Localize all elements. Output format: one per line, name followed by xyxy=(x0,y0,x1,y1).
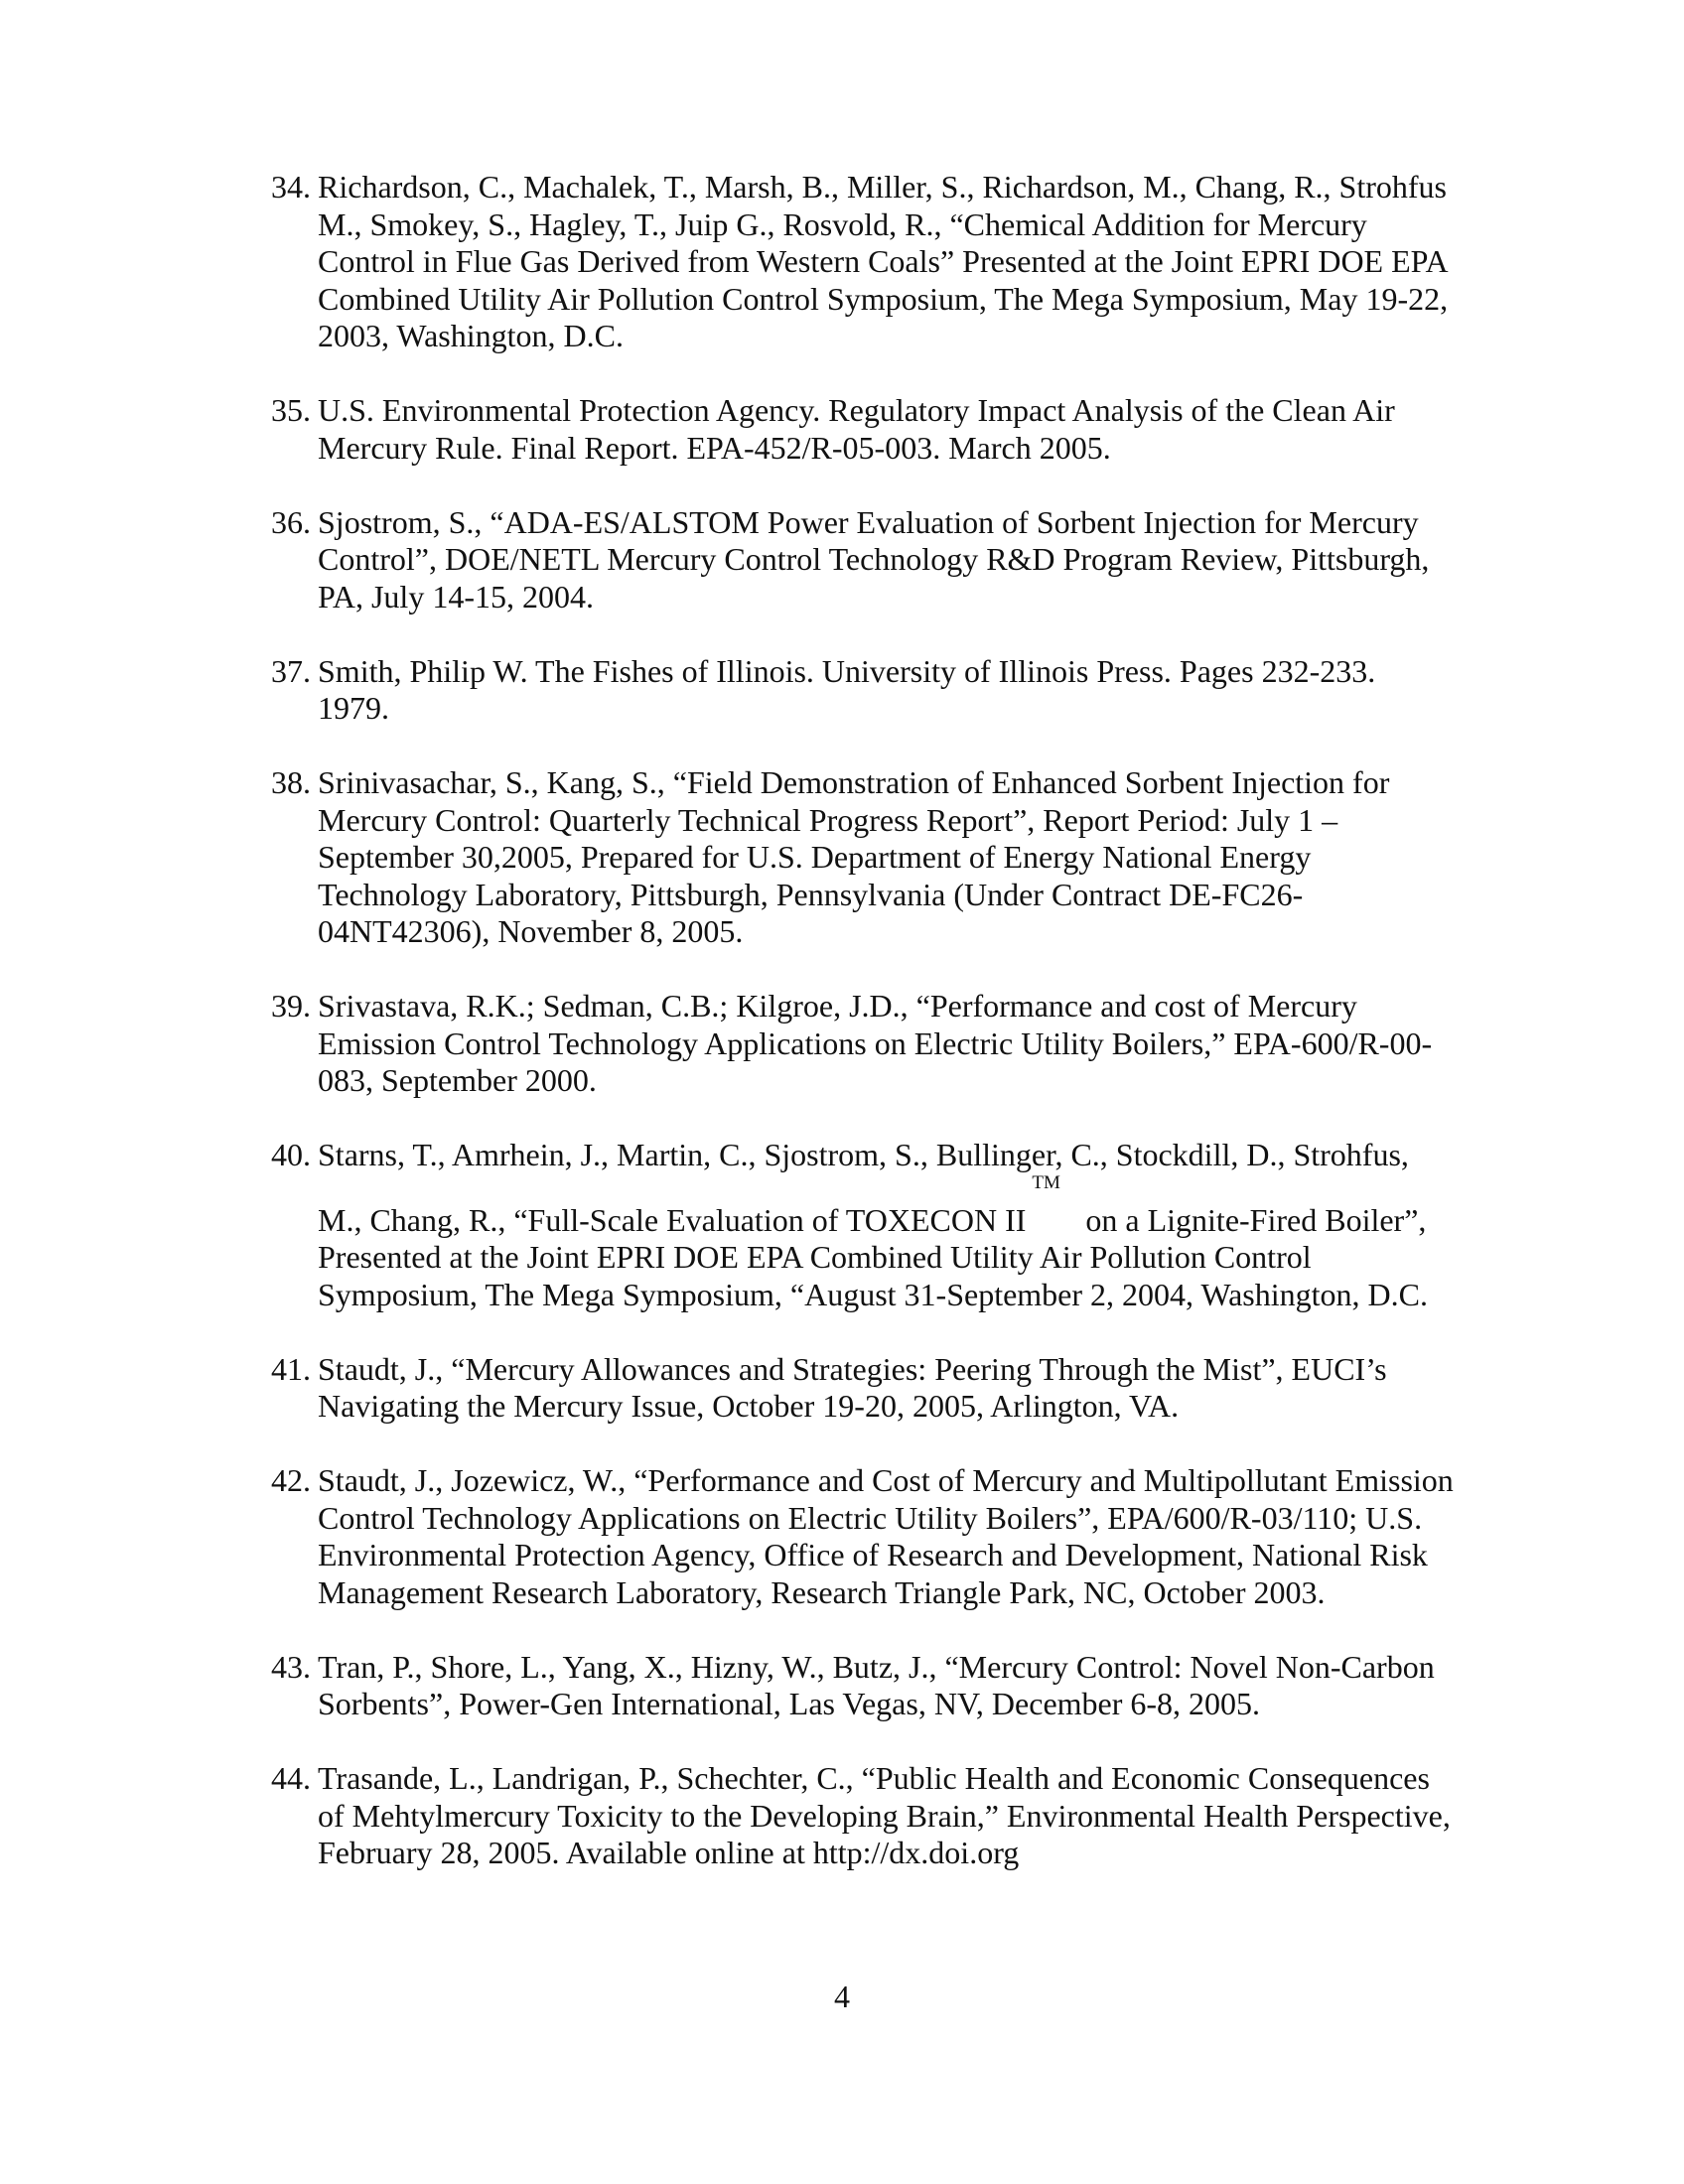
trademark-symbol-container xyxy=(1026,1171,1085,1231)
page-number: 4 xyxy=(834,1979,850,2014)
reference-text: Staudt, J., Jozewicz, W., “Performance and Cost of Mercury and Multipollutant Emission Control Technology Applications on Electric Utility Boilers”, EPA/600/R-03/110; U.S. Environmental Protection Agency, Office of Research and Development, National Risk Management Research Laboratory, Research Triangle Park, NC, October 2003. xyxy=(318,1462,1454,1610)
reference-line: M., Chang, R., “Full-Scale Evaluation of TOXECON II xyxy=(318,1201,1027,1238)
reference-number: 35. xyxy=(271,392,311,428)
reference-text: Sjostrom, S., “ADA-ES/ALSTOM Power Evaluation of Sorbent Injection for Mercury Control”, DOE/NETL Mercury Control Technology R&D Program Review, Pittsburgh, PA, July 14-15, 2004. xyxy=(318,503,1430,614)
reference-text: Srivastava, R.K.; Sedman, C.B.; Kilgroe, J.D., “Performance and cost of Mercury Emission Control Technology Applications on Electric Utility Boilers,” EPA-600/R-00- 083, September 2000. xyxy=(318,988,1433,1098)
reference-item xyxy=(271,988,1502,1100)
reference-number: 38. xyxy=(271,764,311,800)
reference-item xyxy=(271,392,1502,467)
reference-text: Richardson, C., Machalek, T., Marsh, B., Miller, S., Richardson, M., Chang, R., Strohfus M., Smokey, S., Hagley, T., Juip G., Rosvold, R., “Chemical Addition for Mercury Control in Flue Gas Derived from Western Coals” Presented at the Joint EPRI DOE EPA Combined Utility Air Pollution Control Symposium, The Mega Symposium, May 19-22, 2003, Washington, D.C. xyxy=(318,169,1449,353)
reference-number: 40. xyxy=(271,1137,311,1172)
reference-item xyxy=(271,653,1502,728)
reference-list xyxy=(271,169,1502,1909)
reference-number: 37. xyxy=(271,652,311,689)
reference-number: 39. xyxy=(271,988,311,1024)
reference-item xyxy=(271,1760,1502,1872)
reference-text: Tran, P., Shore, L., Yang, X., Hizny, W., Butz, J., “Mercury Control: Novel Non-Carbon Sorbents”, Power-Gen International, Las Vegas, NV, December 6-8, 2005. xyxy=(318,1648,1435,1721)
reference-number: 36. xyxy=(271,503,311,540)
reference-item xyxy=(271,504,1502,616)
reference-text: Trasande, L., Landrigan, P., Schechter, C., “Public Health and Economic Consequences of Mehtylmercury Toxicity to the Developing Brain,” Environmental Health Perspective, February 28, 2005. Available online at http://dx.doi.org xyxy=(318,1760,1451,1870)
reference-item xyxy=(271,1649,1502,1723)
reference-item xyxy=(271,764,1502,951)
reference-text: Srinivasachar, S., Kang, S., “Field Demonstration of Enhanced Sorbent Injection for Mercury Control: Quarterly Technical Progress Report”, Report Period: July 1 – September 30,2005, Prepared for U.S. Department of Energy National Energy Technology Laboratory, Pittsburgh, Pennsylvania (Under Contract DE-FC26- 04NT42306), November 8, 2005. xyxy=(318,764,1390,949)
reference-text: Staudt, J., “Mercury Allowances and Strategies: Peering Through the Mist”, EUCI’s Navigating the Mercury Issue, October 19-20, 2005, Arlington, VA. xyxy=(318,1350,1387,1424)
reference-number: 41. xyxy=(271,1350,311,1387)
reference-text xyxy=(318,1137,1502,1313)
reference-item xyxy=(271,1462,1502,1611)
reference-text: Smith, Philip W. The Fishes of Illinois. University of Illinois Press. Pages 232-233. 1979. xyxy=(318,652,1376,726)
reference-number: 44. xyxy=(271,1760,311,1796)
reference-number: 34. xyxy=(271,169,311,205)
reference-number: 42. xyxy=(271,1462,311,1498)
reference-item xyxy=(271,1351,1502,1426)
reference-line: Starns, T., Amrhein, J., Martin, C., Sjostrom, S., Bullinger, C., Stockdill, D., Strohfus, xyxy=(318,1137,1409,1172)
reference-item xyxy=(271,169,1502,355)
reference-line: on a Lignite-Fired Boiler”, xyxy=(1085,1201,1427,1238)
trademark-symbol: TM xyxy=(1032,1171,1060,1193)
reference-number: 43. xyxy=(271,1648,311,1685)
reference-line: Presented at the Joint EPRI DOE EPA Combined Utility Air Pollution Control Symposium, The Mega Symposium, “August 31-September 2, 2004, Washington, D.C. xyxy=(318,1239,1428,1312)
reference-item xyxy=(271,1137,1502,1313)
reference-text: U.S. Environmental Protection Agency. Regulatory Impact Analysis of the Clean Air Mercury Rule. Final Report. EPA-452/R-05-003. March 2005. xyxy=(318,392,1395,466)
